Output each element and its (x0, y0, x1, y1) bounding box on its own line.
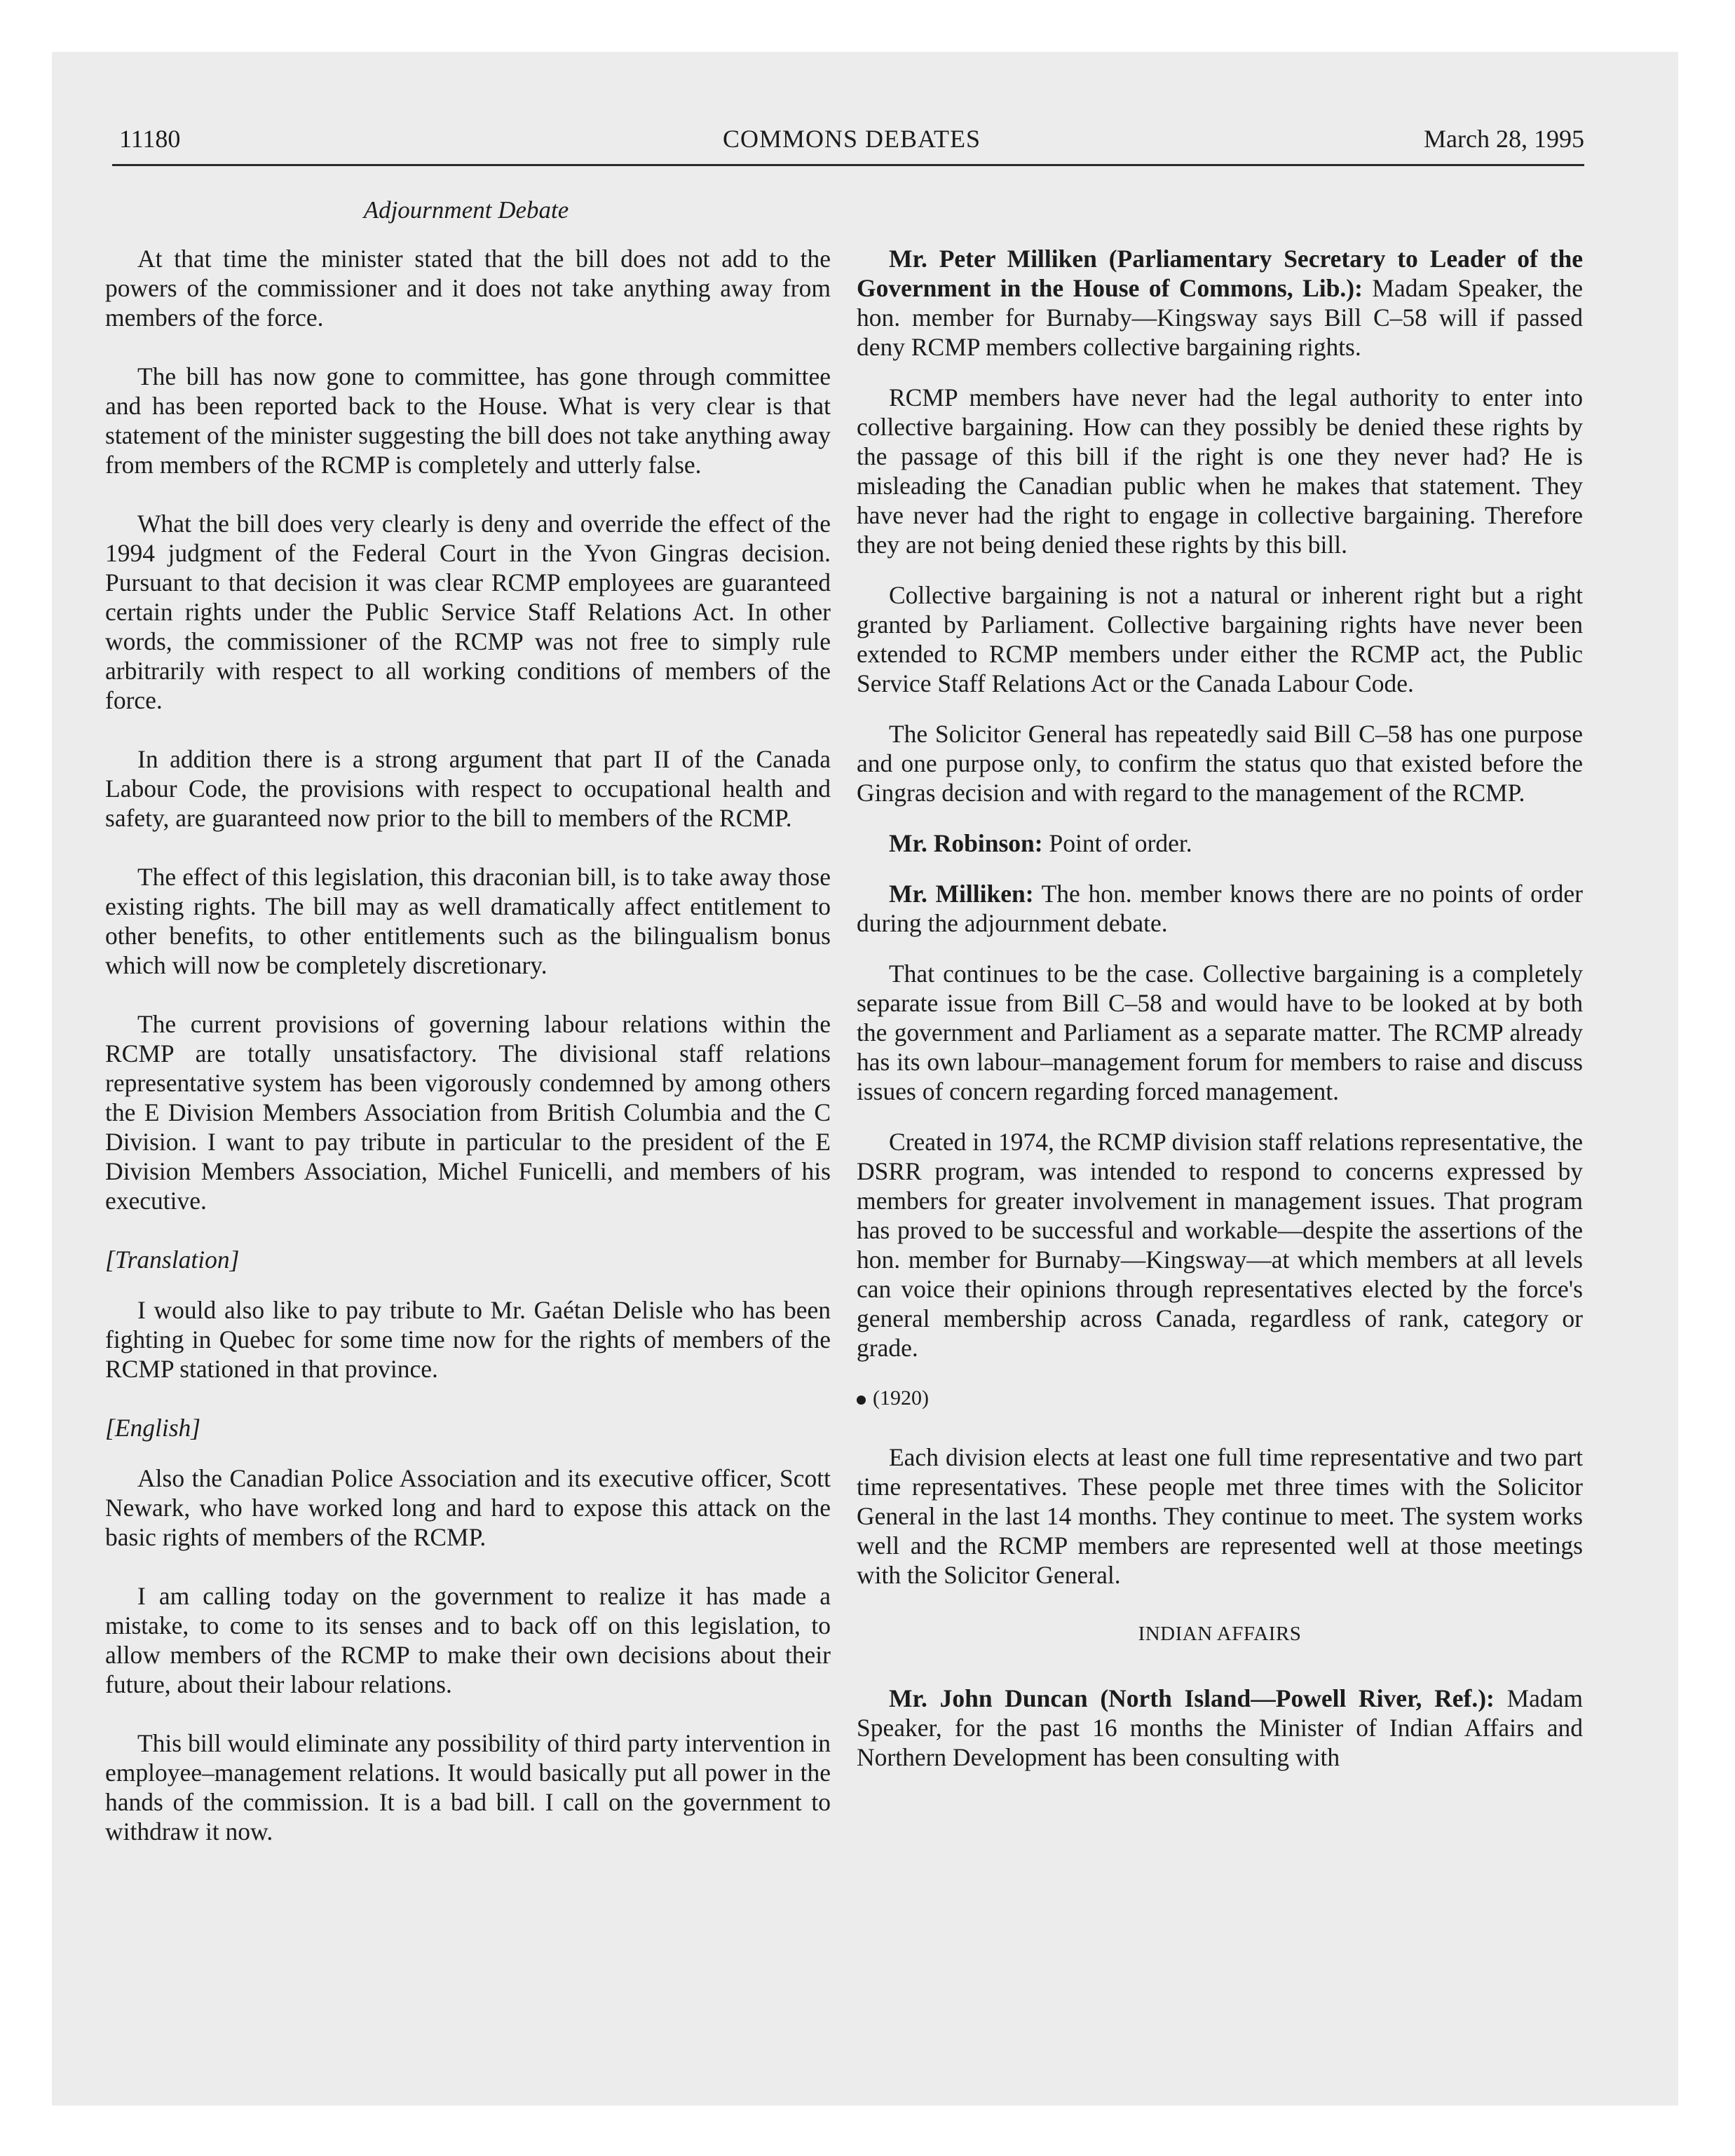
speaker-name: Mr. Robinson: (889, 829, 1043, 857)
header-rule (112, 164, 1584, 166)
speaker-name: Mr. John Duncan (North Island—Powell River, Ref.): (889, 1684, 1495, 1712)
paragraph: The current provisions of governing labour relations within the RCMP are totally unsatisfactory. The divisional staff relations representative system has been vigorously condemned by among others the E Division Members Association from British Columbia and the C Division. I want to pay tribute in particular to the president of the E Division Members Association, Michel Funicelli, and members of his executive. (105, 1010, 831, 1215)
paragraph: I would also like to pay tribute to Mr. Gaétan Delisle who has been fighting in Quebec for some time now for the rights of members of the RCMP stationed in that province. (105, 1296, 831, 1383)
paragraph: At that time the minister stated that the bill does not add to the powers of the commissioner and it does not take anything away from members of the force. (105, 245, 831, 332)
paragraph: Each division elects at least one full time representative and two part time representatives. These people met three times with the Solicitor General in the last 14 months. They continue to meet. The system works well and the RCMP members are represented well at those meetings with the Solicitor General. (857, 1443, 1583, 1589)
speaker-name: Mr. Milliken: (889, 880, 1034, 908)
paragraph: In addition there is a strong argument that part II of the Canada Labour Code, the provisions with respect to occupational health and safety, are guaranteed now prior to the bill to members of the RCMP. (105, 745, 831, 832)
speaker-name: Mr. Peter Milliken (Parliamentary Secretary to Leader of the Government in the House of Commons, Lib.): (857, 245, 1583, 302)
paragraph: The effect of this legislation, this draconian bill, is to take away those existing rights. The bill may as well dramatically affect entitlement to other benefits, to other entitlements such as the bilingualism bonus which will now be completely discretionary. (105, 863, 831, 979)
speech-robinson: Mr. Robinson: Point of order. (889, 829, 1192, 857)
right-column (857, 244, 1583, 1801)
speech-duncan: Mr. John Duncan (North Island—Powell River, Ref.): Madam Speaker, for the past 16 months the Minister of Indian Affairs and Northern Development has been consulting with (857, 1684, 1584, 1771)
english-tag: [English] (105, 1414, 201, 1442)
translation-tag: [Translation] (105, 1246, 240, 1274)
page-header (119, 125, 1584, 167)
bullet-icon (857, 1396, 866, 1405)
paragraph: This bill would eliminate any possibility of third party intervention in employee–management relations. It would basically put all power in the hands of the commission. It is a bad bill. I call on the government to withdraw it now. (105, 1729, 831, 1845)
paragraph: RCMP members have never had the legal authority to enter into collective bargaining. How can they possibly be denied these rights by the passage of this bill if the right is one they never had? He is misleading the Canadian public when he makes that statement. They have never had the right to engage in collective bargaining. Therefore they are not being denied these rights by this bill. (857, 383, 1583, 559)
paragraph: Created in 1974, the RCMP division staff relations representative, the DSRR program, was intended to respond to concerns expressed by members for greater involvement in management issues. That program has proved to be successful and workable—despite the assertions of the hon. member for Burnaby—Kingsway—at which members at all levels can voice their opinions through representatives elected by the force's general membership across Canada, regardless of rank, category or grade. (857, 1128, 1583, 1362)
left-column (105, 244, 831, 1876)
speech-milliken-2: Mr. Milliken: The hon. member knows there are no points of order during the adjournment debate. (857, 880, 1583, 937)
paragraph: I am calling today on the government to realize it has made a mistake, to come to its senses and to back off on this legislation, to allow members of the RCMP to make their own decisions about their future, about their labour relations. (105, 1582, 831, 1698)
time-marker: (1920) (857, 1384, 1583, 1413)
paragraph: What the bill does very clearly is deny and override the effect of the 1994 judgment of the Federal Court in the Yvon Gingras decision. Pursuant to that decision it was clear RCMP employees are guaranteed certain rights under the Public Service Staff Relations Act. In other words, the commissioner of the RCMP was not free to simply rule arbitrarily with respect to all working conditions of members of the force. (105, 510, 831, 714)
subject-heading: INDIAN AFFAIRS (1138, 1623, 1302, 1645)
publication-title: COMMONS DEBATES (722, 125, 981, 153)
page-date: March 28, 1995 (1424, 125, 1584, 153)
speech-milliken: Mr. Peter Milliken (Parliamentary Secretary to Leader of the Government in the House of Commons, Lib.): Madam Speaker, the hon. member for Burnaby—Kingsway says Bill C–58 will if passed deny RCMP members collective bargaining rights. (857, 245, 1584, 361)
paragraph: Collective bargaining is not a natural or inherent right but a right granted by Parliament. Collective bargaining rights have never been extended to RCMP members under either the RCMP act, the Public Service Staff Relations Act or the Canada Labour Code. (857, 581, 1583, 697)
paragraph: The Solicitor General has repeatedly said Bill C–58 has one purpose and one purpose only, to confirm the status quo that existed before the Gingras decision and with regard to the management of the RCMP. (857, 720, 1583, 807)
paragraph: Also the Canadian Police Association and its executive officer, Scott Newark, who have worked long and hard to expose this attack on the basic rights of members of the RCMP. (105, 1464, 831, 1551)
page-number: 11180 (119, 125, 181, 153)
paragraph: The bill has now gone to committee, has gone through committee and has been reported back to the House. What is very clear is that statement of the minister suggesting the bill does not take anything away from members of the RCMP is completely and utterly false. (105, 362, 831, 479)
section-title: Adjournment Debate (363, 196, 569, 224)
paragraph: That continues to be the case. Collective bargaining is a completely separate issue from Bill C–58 and would have to be looked at by both the government and Parliament as a separate matter. The RCMP already has its own labour–management forum for members to raise and discuss issues of concern regarding forced management. (857, 960, 1583, 1105)
